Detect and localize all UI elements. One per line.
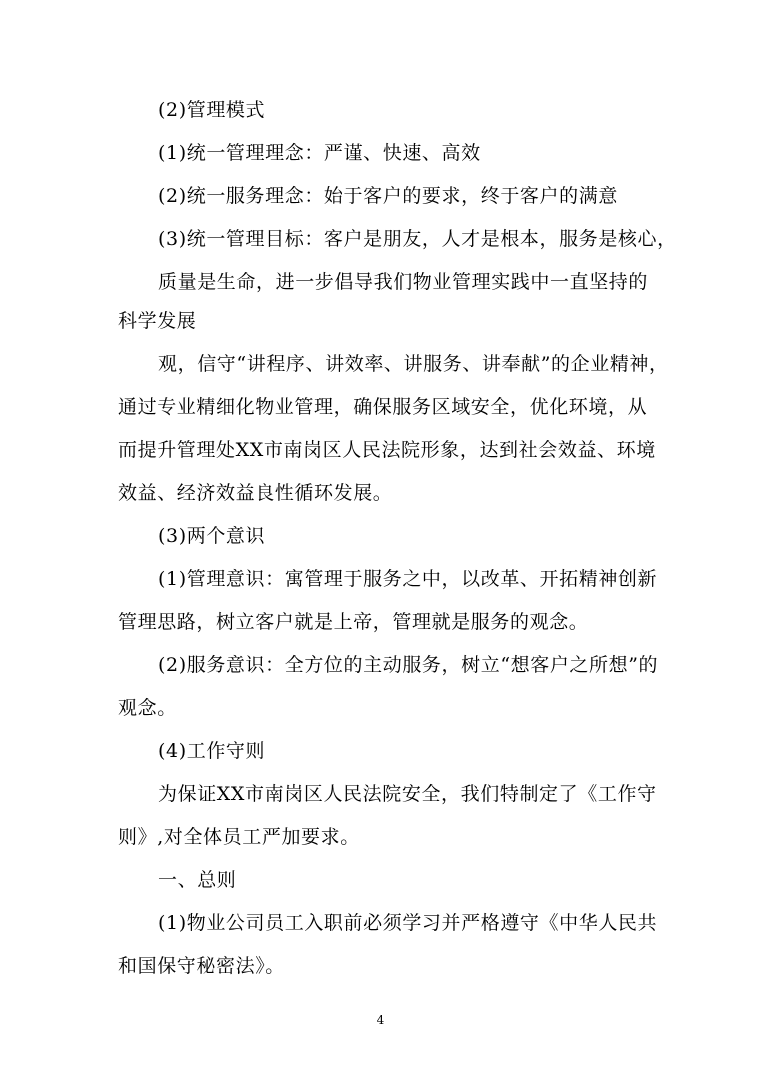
- paragraph-line: 和国保守秘密法》。: [118, 955, 285, 977]
- section-heading-work-rules: (4)工作守则: [158, 740, 266, 762]
- paragraph-line: (3)统一管理目标：客户是朋友，人才是根本，服务是核心，: [158, 228, 677, 250]
- page-number: 4: [376, 1013, 385, 1027]
- paragraph-line: 管理思路，树立客户就是上帝，管理就是服务的观念。: [118, 611, 589, 633]
- paragraph-line: 科学发展: [118, 310, 197, 332]
- paragraph-line: 观，信守“讲程序、讲效率、讲服务、讲奉献”的企业精神，: [158, 353, 669, 375]
- paragraph-line: 为保证XX市南岗区人民法院安全，我们特制定了《工作守: [158, 783, 657, 805]
- paragraph-line: 则》,对全体员工严加要求。: [118, 826, 360, 848]
- section-heading-general-rules: 一、总则: [158, 869, 237, 891]
- paragraph-line: (2)服务意识：全方位的主动服务，树立“想客户之所想”的: [158, 654, 659, 676]
- paragraph-line: (1)统一管理理念：严谨、快速、高效: [158, 142, 481, 164]
- paragraph-line: 观念。: [118, 697, 177, 719]
- section-heading-management-mode: (2)管理模式: [158, 99, 266, 121]
- paragraph-line: 效益、经济效益良性循环发展。: [118, 482, 393, 504]
- paragraph-line: 通过专业精细化物业管理，确保服务区域安全，优化环境，从: [118, 396, 648, 418]
- paragraph-line: (2)统一服务理念：始于客户的要求，终于客户的满意: [158, 185, 618, 207]
- paragraph-line: 而提升管理处XX市南岗区人民法院形象，达到社会效益、环境: [118, 439, 656, 461]
- paragraph-line: (1)物业公司员工入职前必须学习并严格遵守《中华人民共: [158, 912, 658, 934]
- paragraph-line: (1)管理意识：寓管理于服务之中，以改革、开拓精神创新: [158, 568, 658, 590]
- section-heading-two-awareness: (3)两个意识: [158, 525, 266, 547]
- paragraph-line: 质量是生命，进一步倡导我们物业管理实践中一直坚持的: [158, 271, 649, 293]
